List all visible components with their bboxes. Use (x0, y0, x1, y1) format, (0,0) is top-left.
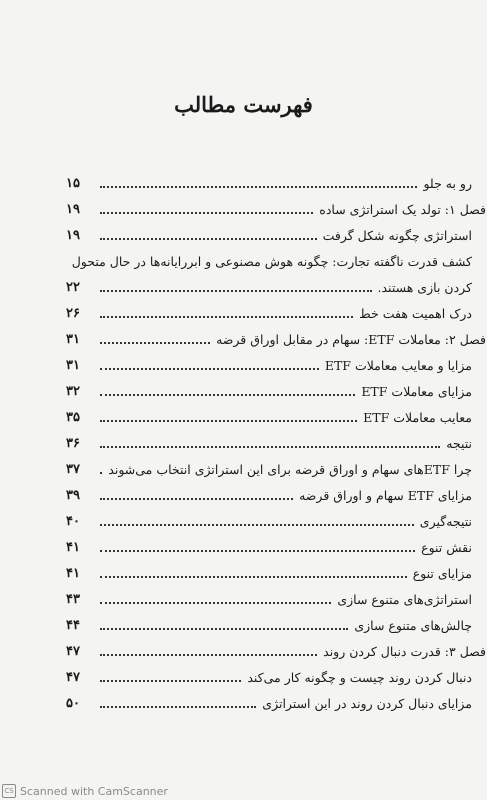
entry-label: رو به جلو (419, 176, 472, 191)
dot-leader (100, 628, 348, 630)
dot-leader (100, 420, 357, 422)
entry-label: دنبال کردن روند چیست و چگونه کار می‌کند (243, 670, 472, 685)
dot-leader (100, 238, 317, 240)
dot-leader (100, 186, 417, 188)
entry-label: مزایای ETF سهام و اوراق قرضه (295, 488, 472, 503)
entry-label: معایب معاملات ETF (359, 410, 472, 425)
toc-entry (62, 690, 472, 716)
page-number: ۴۷ (66, 643, 80, 659)
page-number: ۳۱ (66, 331, 80, 347)
toc-entry (62, 274, 472, 300)
dot-leader (100, 680, 241, 682)
page-number: ۳۲ (66, 383, 80, 399)
page-number: ۴۰ (66, 513, 80, 529)
dot-leader (100, 446, 440, 448)
toc-entry (62, 482, 472, 508)
dot-leader (100, 654, 317, 656)
page-number: ۱۵ (66, 175, 80, 191)
toc-entry (62, 508, 472, 534)
page-number: ۳۵ (66, 409, 80, 425)
page-number: ۴۳ (66, 591, 80, 607)
dot-leader (100, 212, 313, 214)
dot-leader (100, 316, 353, 318)
dot-leader (100, 498, 293, 500)
camscanner-icon: CS (2, 784, 16, 798)
page-number: ۴۱ (66, 565, 80, 581)
chapter-title: فصل ۱: تولد یک استراتژی ساده (315, 202, 486, 217)
dot-leader (100, 550, 415, 552)
toc-entry (62, 612, 472, 638)
dot-leader (100, 706, 256, 708)
toc-entry (62, 300, 472, 326)
toc-entry (62, 586, 472, 612)
entry-label: نقش تنوع (417, 540, 472, 555)
chapter-title: فصل ۲: معاملات ETF: سهام در مقابل اوراق قرضه (212, 332, 486, 347)
entry-label: استراتژی‌های متنوع سازی (333, 592, 472, 607)
page-number: ۳۶ (66, 435, 80, 451)
page-number: ۴۴ (66, 617, 80, 633)
entry-label: کردن بازی هستند. (374, 280, 472, 295)
toc-entry (62, 196, 486, 222)
entry-label: چالش‌های متنوع سازی (350, 618, 472, 633)
entry-label: استراتژی چگونه شکل گرفت (319, 228, 472, 243)
entry-label: کشف قدرت ناگفته تجارت: چگونه هوش مصنوعی و ابررایانه‌ها در حال متحول (68, 254, 472, 269)
toc-entry (62, 326, 486, 352)
page-number: ۳۹ (66, 487, 80, 503)
dot-leader (100, 394, 355, 396)
toc-entry (62, 378, 472, 404)
entry-label: درک اهمیت هفت خط (355, 306, 472, 321)
page-number: ۱۹ (66, 201, 80, 217)
dot-leader (100, 524, 414, 526)
dot-leader (100, 576, 407, 578)
toc-entry (62, 352, 472, 378)
scanner-watermark (0, 782, 168, 800)
toc-entry (62, 664, 472, 690)
page-title: فهرست مطالب (174, 92, 313, 117)
dot-leader (100, 368, 319, 370)
entry-label: مزایا و معایب معاملات ETF (321, 358, 472, 373)
toc-entry (62, 560, 472, 586)
page-number: ۴۷ (66, 669, 80, 685)
toc-entry (62, 404, 472, 430)
chapter-title: فصل ۳: قدرت دنبال کردن روند (319, 644, 486, 659)
entry-label: چرا ETFهای سهام و اوراق قرضه برای این استراتژی انتخاب می‌شوند (104, 462, 472, 477)
toc-entry (62, 534, 472, 560)
toc-entry (62, 222, 472, 248)
dot-leader (100, 342, 210, 344)
toc-entry (62, 430, 472, 456)
entry-label: نتیجه (442, 436, 472, 451)
page-number: ۲۶ (66, 305, 80, 321)
entry-label: مزایای دنبال کردن روند در این استراتژی (258, 696, 472, 711)
watermark-text: Scanned with CamScanner (20, 784, 168, 798)
dot-leader (100, 602, 331, 604)
table-of-contents (62, 170, 486, 716)
page-number: ۳۷ (66, 461, 80, 477)
toc-entry (62, 170, 472, 196)
toc-entry (62, 248, 472, 274)
page-number: ۵۰ (66, 695, 80, 711)
toc-entry (62, 638, 486, 664)
page-number: ۳۱ (66, 357, 80, 373)
entry-label: نتیجه‌گیری (416, 514, 472, 529)
entry-label: مزایای معاملات ETF (357, 384, 472, 399)
page-number: ۴۱ (66, 539, 80, 555)
page-number: ۱۹ (66, 227, 80, 243)
dot-leader (100, 290, 372, 292)
dot-leader (100, 472, 102, 474)
page-number: ۲۲ (66, 279, 80, 295)
toc-entry (62, 456, 472, 482)
entry-label: مزایای تنوع (409, 566, 472, 581)
